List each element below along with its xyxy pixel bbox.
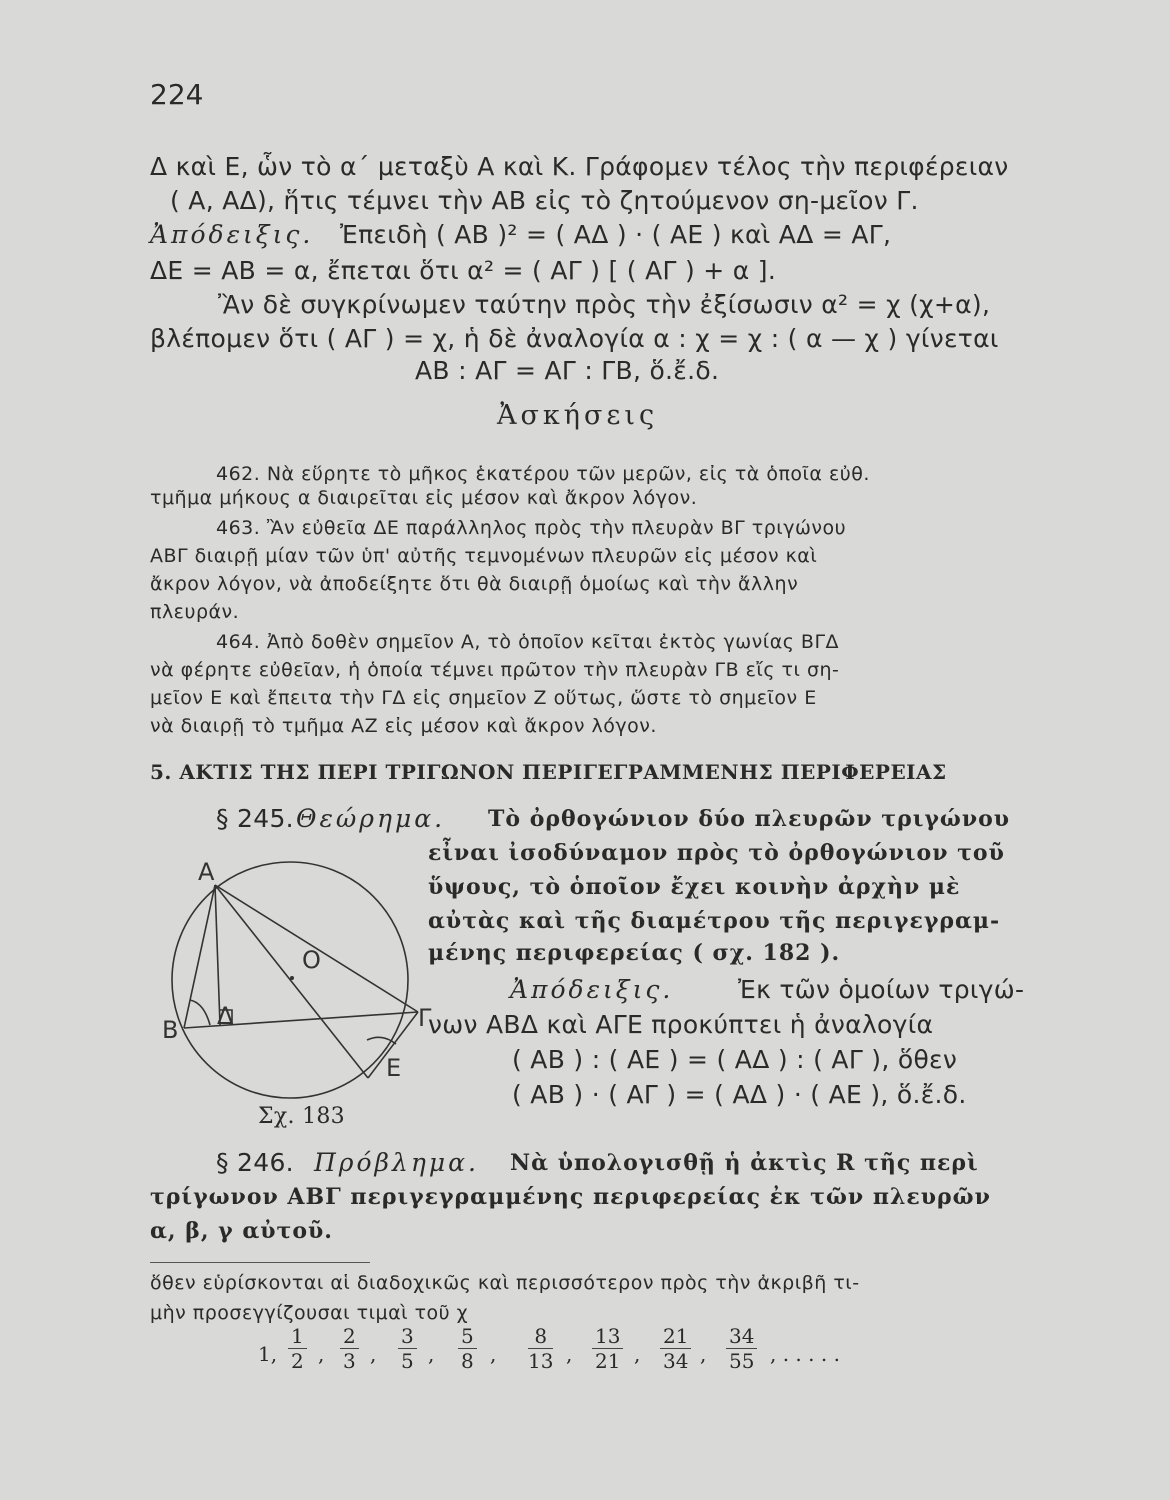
fraction (288, 1324, 307, 1373)
fraction (726, 1324, 757, 1373)
theorem-line-1: Τὸ ὀρθογώνιον δύο πλευρῶν τριγώνου (488, 806, 1011, 832)
fraction-denominator: 8 (461, 1349, 474, 1373)
fraction (340, 1324, 359, 1373)
label-O: Ο (302, 946, 321, 974)
intro-line-2: ( Α, ΑΔ), ἥτις τέμνει τὴν ΑΒ εἰς τὸ ζητούμενον ση-μεῖον Γ. (170, 186, 919, 215)
comma: , (634, 1342, 641, 1366)
problem-label: Πρόβλημα. (314, 1148, 479, 1177)
fraction-numerator: 3 (398, 1324, 417, 1349)
exercises-title: Ἀσκήσεις (497, 400, 659, 431)
exercise-464-line-1: 464. Ἀπὸ δοθὲν σημεῖον Α, τὸ ὁποῖον κεῖται ἐκτὸς γωνίας ΒΓΔ (216, 631, 840, 653)
theorem-proof-line-3: ( ΑΒ ) : ( ΑΕ ) = ( ΑΔ ) : ( ΑΓ ), ὅθεν (512, 1045, 958, 1074)
fraction-denominator: 34 (663, 1349, 689, 1373)
problem-number: § 246. (216, 1148, 294, 1177)
problem-line-2: τρίγωνον ΑΒΓ περιγεγραμμένης περιφερείας ἐκ τῶν πλευρῶν (150, 1184, 991, 1210)
theorem-line-5: μένης περιφερείας ( σχ. 182 ). (428, 940, 841, 966)
fraction-denominator: 21 (595, 1349, 621, 1373)
exercise-464-line-3: μεῖον Ε καὶ ἔπειτα τὴν ΓΔ εἰς σημεῖον Ζ οὕτως, ὥστε τὸ σημεῖον Ε (150, 687, 817, 709)
fraction-denominator: 13 (528, 1349, 554, 1373)
footnote-line-1: ὅθεν εὑρίσκονται αἱ διαδοχικῶς καὶ περισσότερον πρὸς τὴν ἀκριβῆ τι- (150, 1272, 860, 1294)
theorem-label: Θεώρημα. (296, 804, 446, 833)
comma: , (318, 1342, 325, 1366)
comma: , (490, 1342, 497, 1366)
theorem-line-2: εἶναι ἰσοδύναμον πρὸς τὸ ὀρθογώνιον τοῦ (428, 840, 1005, 866)
theorem-line-3: ὕψους, τὸ ὁποῖον ἔχει κοινὴν ἀρχὴν μὲ (428, 874, 961, 900)
fraction-numerator: 34 (726, 1324, 757, 1349)
theorem-proof-line-1: Ἐκ τῶν ὁμοίων τριγώ- (738, 975, 1025, 1004)
side-ab (184, 885, 215, 1028)
theorem-proof-line-2: νων ΑΒΔ καὶ ΑΓΕ προκύπτει ἡ ἀναλογία (428, 1010, 934, 1039)
theorem-number: § 245. (216, 804, 294, 833)
fraction-denominator: 5 (401, 1349, 414, 1373)
theorem-proof-label: Ἀπόδειξις. (510, 975, 674, 1004)
problem-line-3: α, β, γ αὐτοῦ. (150, 1218, 333, 1244)
angle-e-arc (367, 1037, 396, 1044)
sequence-ellipsis: , . . . . . (770, 1342, 840, 1366)
exercise-463-line-2: ΑΒΓ διαιρῇ μίαν τῶν ὑπ' αὐτῆς τεμνομένων πλευρῶν εἰς μέσον καὶ (150, 545, 818, 567)
theorem-proof-line-4: ( ΑΒ ) · ( ΑΓ ) = ( ΑΔ ) · ( ΑΕ ), ὅ.ἔ.δ. (512, 1080, 967, 1109)
exercise-463-line-3: ἄκρον λόγον, νὰ ἀποδείξητε ὅτι θὰ διαιρῇ ὁμοίως καὶ τὴν ἄλλην (150, 573, 799, 595)
label-G: Γ (418, 1004, 432, 1032)
angle-b-arc (190, 1000, 210, 1025)
exercise-463-line-1: 463. Ἂν εὐθεῖα ΔΕ παράλληλος πρὸς τὴν πλευρὰν ΒΓ τριγώνου (216, 517, 847, 539)
comma: , (370, 1342, 377, 1366)
sequence-first: 1, (258, 1342, 278, 1366)
fraction-denominator: 2 (291, 1349, 304, 1373)
fraction (592, 1324, 623, 1373)
intro-line-6: βλέπομεν ὅτι ( ΑΓ ) = χ, ἡ δὲ ἀναλογία α : χ = χ : ( α — χ ) γίνεται (150, 324, 999, 353)
diameter-ae (215, 885, 368, 1078)
theorem-line-4: αὐτὰς καὶ τῆς διαμέτρου τῆς περιγεγραμ- (428, 908, 1001, 934)
intro-line-7: ΑΒ : ΑΓ = ΑΓ : ΓΒ, ὅ.ἔ.δ. (415, 356, 720, 385)
exercise-462-line-2: τμῆμα μήκους α διαιρεῖται εἰς μέσον καὶ ἄκρον λόγον. (150, 487, 698, 509)
comma: , (428, 1342, 435, 1366)
intro-line-1: Δ καὶ Ε, ὧν τὸ α΄ μεταξὺ Α καὶ Κ. Γράφομεν τέλος τὴν περιφέρειαν (150, 152, 1009, 181)
center-point (290, 976, 294, 980)
intro-line-5: Ἂν δὲ συγκρίνωμεν ταύτην πρὸς τὴν ἐξίσωσιν α² = χ (χ+α), (218, 290, 991, 319)
fraction-numerator: 5 (458, 1324, 477, 1349)
exercise-463-line-4: πλευράν. (150, 601, 240, 623)
fraction-sequence (258, 1324, 898, 1384)
fraction-denominator: 55 (729, 1349, 755, 1373)
page-number: 224 (150, 78, 204, 111)
footnote-rule (150, 1262, 370, 1263)
label-D: Δ (217, 1002, 234, 1030)
label-E: Ε (386, 1054, 402, 1082)
exercise-462-line-1: 462. Νὰ εὕρητε τὸ μῆκος ἑκατέρου τῶν μερῶν, εἰς τὰ ὁποῖα εὐθ. (216, 463, 870, 485)
intro-proof-label: Ἀπόδειξις. (150, 220, 314, 249)
comma: , (566, 1342, 573, 1366)
fraction-numerator: 21 (660, 1324, 691, 1349)
fraction (458, 1324, 477, 1373)
figure-183 (160, 860, 430, 1140)
intro-line-3: Ἐπειδὴ ( ΑΒ )² = ( ΑΔ ) · ( ΑΕ ) καὶ ΑΔ = ΑΓ, (340, 220, 892, 249)
comma: , (700, 1342, 707, 1366)
label-A: Α (198, 858, 215, 886)
exercise-464-line-4: νὰ διαιρῇ τὸ τμῆμα ΑΖ εἰς μέσον καὶ ἄκρον λόγον. (150, 715, 657, 737)
intro-line-4: ΔΕ = ΑΒ = α, ἔπεται ὅτι α² = ( ΑΓ ) [ ( ΑΓ ) + α ]. (150, 256, 777, 285)
label-B: Β (162, 1016, 179, 1044)
fraction (398, 1324, 417, 1373)
fraction-numerator: 8 (528, 1324, 553, 1349)
footnote-line-2: μὴν προσεγγίζουσαι τιμαὶ τοῦ χ (150, 1302, 469, 1324)
fraction-numerator: 2 (340, 1324, 359, 1349)
section-heading: 5. ΑΚΤΙΣ ΤΗΣ ΠΕΡΙ ΤΡΙΓΩΝΟΝ ΠΕΡΙΓΕΓΡΑΜΜΕΝΗΣ ΠΕΡΙΦΕΡΕΙΑΣ (150, 760, 947, 784)
fraction-denominator: 3 (343, 1349, 356, 1373)
exercise-464-line-2: νὰ φέρητε εὐθεῖαν, ἡ ὁποία τέμνει πρῶτον τὴν πλευρὰν ΓΒ εἴς τι ση- (150, 659, 840, 681)
fraction (528, 1324, 553, 1373)
figure-caption: Σχ. 183 (258, 1104, 345, 1129)
fraction-numerator: 1 (288, 1324, 307, 1349)
fraction-numerator: 13 (592, 1324, 623, 1349)
problem-line-1: Νὰ ὑπολογισθῇ ἡ ἀκτὶς R τῆς περὶ (510, 1150, 979, 1176)
fraction (660, 1324, 691, 1373)
